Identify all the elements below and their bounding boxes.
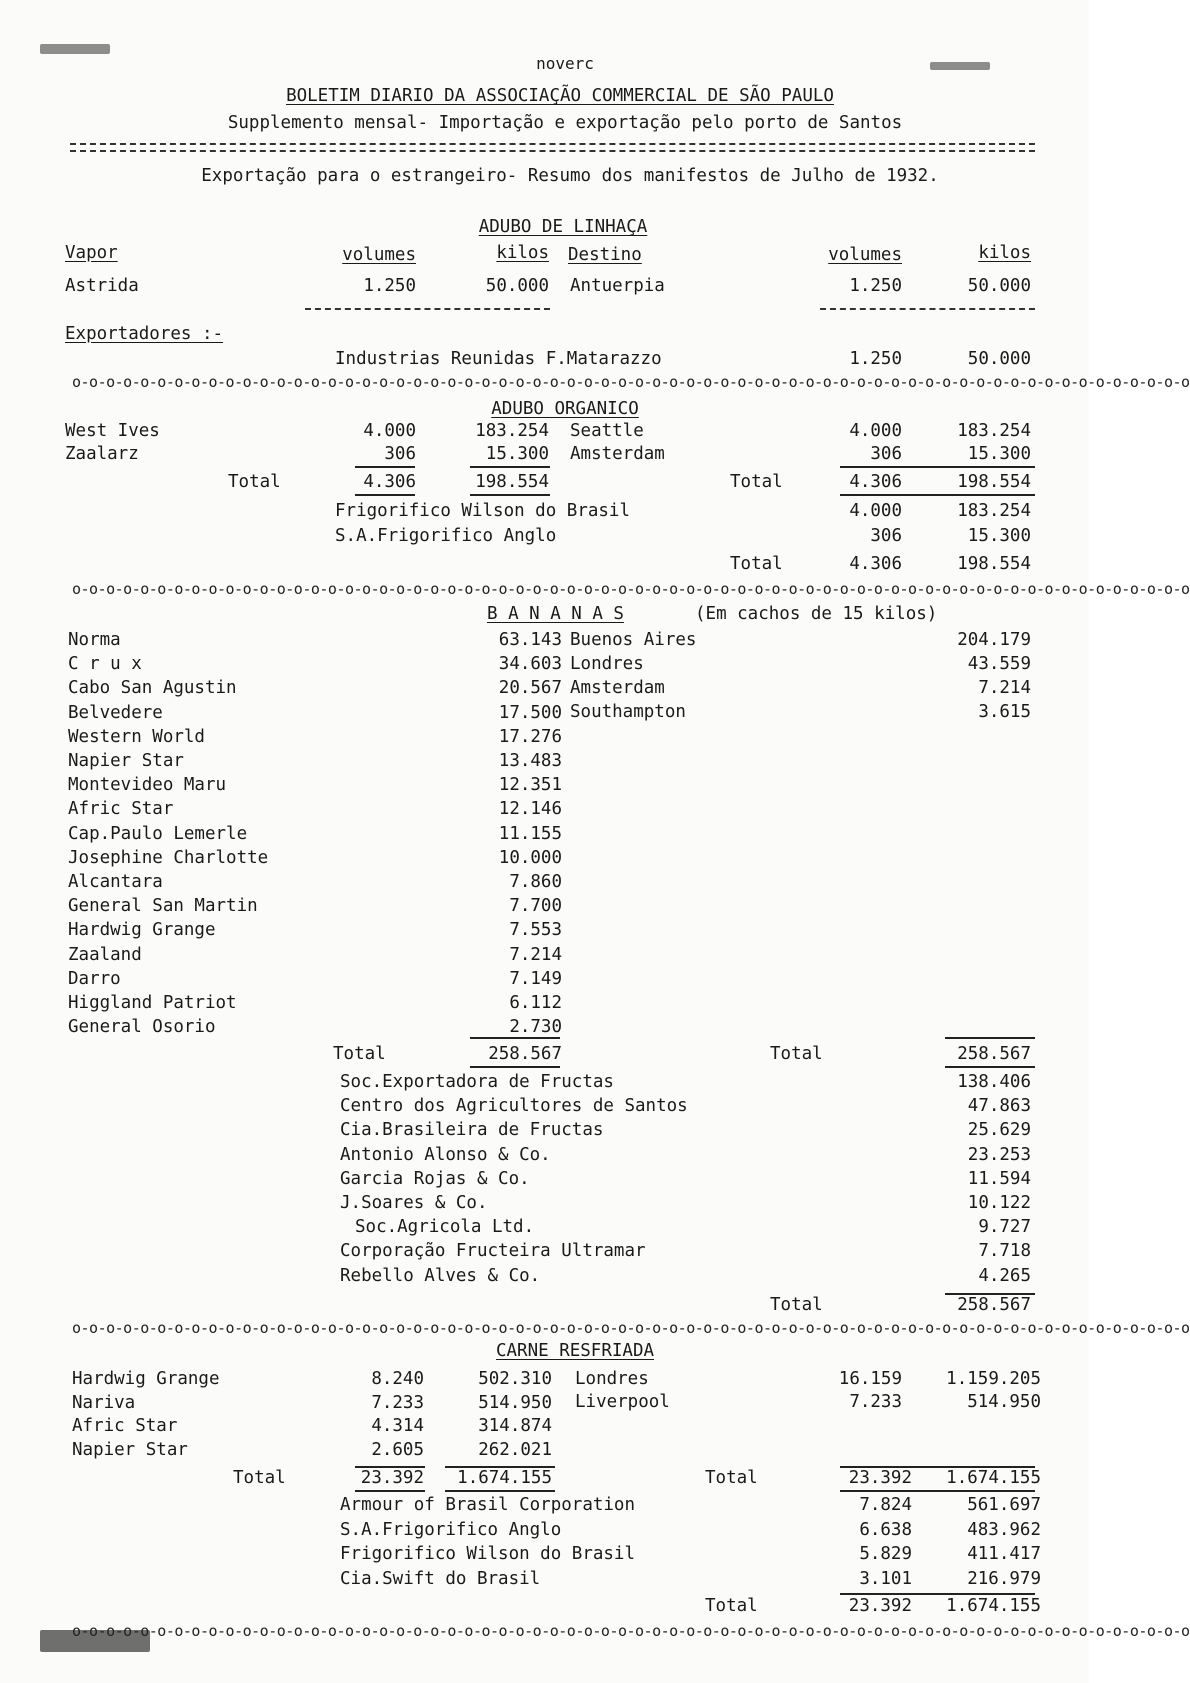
organico-dest-total-kilos: 198.554 <box>957 472 1031 492</box>
section-separator: o-o-o-o-o-o-o-o-o-o-o-o-o-o-o-o-o-o-o-o-o-o-o-o-o-o-o-o-o-o-o-o-o-o-o-o-o-o-o-o-o-o-o-o-o-o-o-o-o-o-o-o-o-o-o-o-o-o-o-o-o-o-o-o-o-o <box>72 373 1190 391</box>
carne-vapor: Afric Star <box>72 1416 178 1436</box>
document-subtitle: Supplemento mensal- Importação e exportação pelo porto de Santos <box>227 113 903 133</box>
organico-total-volumes: 4.306 <box>363 472 416 492</box>
report-heading: Exportação para o estrangeiro- Resumo dos manifestos de Julho de 1932. <box>201 166 939 186</box>
section-title-bananas: B A N A N A S <box>487 604 624 624</box>
bananas-vapor: Cabo San Agustin <box>68 678 237 698</box>
bananas-dest-total-label: Total <box>770 1044 823 1064</box>
carne-exporter-name: Frigorifico Wilson do Brasil <box>340 1544 636 1564</box>
bananas-volume: 7.149 <box>509 969 562 989</box>
linhaca-exportador: Industrias Reunidas F.Matarazzo <box>335 349 662 369</box>
carne-destino-volumes: 7.233 <box>849 1392 902 1412</box>
sum-rule <box>445 1490 555 1492</box>
organico-dest-total-volumes: 4.306 <box>849 472 902 492</box>
col-header-kilos: kilos <box>496 243 549 263</box>
bananas-volume: 17.500 <box>498 703 562 723</box>
bananas-exporter-name: J.Soares & Co. <box>340 1193 488 1213</box>
bananas-volume: 20.567 <box>498 678 562 698</box>
carne-destino-kilos: 514.950 <box>967 1392 1041 1412</box>
carne-exporter-kilos: 411.417 <box>967 1544 1041 1564</box>
bananas-destino: Amsterdam <box>570 678 665 698</box>
carne-total-kilos: 1.674.155 <box>457 1468 552 1488</box>
bananas-volume: 6.112 <box>509 993 562 1013</box>
organico-kilos: 183.254 <box>475 421 549 441</box>
section-title-linhaca: ADUBO DE LINHAÇA <box>478 217 648 237</box>
bananas-exporter-volume: 138.406 <box>957 1072 1031 1092</box>
bananas-exporter-name: Soc.Exportadora de Fructas <box>340 1072 614 1092</box>
bananas-exporter-volume: 10.122 <box>967 1193 1031 1213</box>
bananas-vapor: Napier Star <box>68 751 184 771</box>
linhaca-rule <box>820 308 1035 310</box>
linhaca-volumes: 1.250 <box>363 276 416 296</box>
organico-vapor: Zaalarz <box>65 444 139 464</box>
organico-total-kilos: 198.554 <box>475 472 549 492</box>
bananas-exporter-name: Garcia Rojas & Co. <box>340 1169 530 1189</box>
bananas-destino: Southampton <box>570 702 686 722</box>
carne-dest-total-kilos: 1.674.155 <box>946 1468 1041 1488</box>
bananas-destino-volume: 3.615 <box>978 702 1031 722</box>
carne-volumes: 2.605 <box>371 1440 424 1460</box>
section-separator: o-o-o-o-o-o-o-o-o-o-o-o-o-o-o-o-o-o-o-o-o-o-o-o-o-o-o-o-o-o-o-o-o-o-o-o-o-o-o-o-o-o-o-o-o-o-o-o-o-o-o-o-o-o-o-o-o-o-o-o-o-o-o-o-o-o <box>72 580 1190 598</box>
linhaca-destino: Antuerpia <box>570 276 665 296</box>
scan-smudge <box>40 44 110 54</box>
col-header-destino: Destino <box>568 245 642 265</box>
organico-volumes: 306 <box>384 444 416 464</box>
exportadores-label: Exportadores :- <box>65 324 224 344</box>
bananas-exporter-name: Rebello Alves & Co. <box>340 1266 541 1286</box>
section-title-organico: ADUBO ORGANICO <box>491 399 639 419</box>
bananas-volume: 11.155 <box>498 824 562 844</box>
organico-exp-total-kilos: 198.554 <box>957 554 1031 574</box>
linhaca-rule <box>305 308 550 310</box>
carne-exporter-volumes: 6.638 <box>859 1520 912 1540</box>
bananas-exporter-volume: 7.718 <box>978 1241 1031 1261</box>
organico-exporter-kilos: 15.300 <box>967 526 1031 546</box>
bananas-exporter-volume: 23.253 <box>967 1145 1031 1165</box>
carne-exporter-kilos: 483.962 <box>967 1520 1041 1540</box>
bananas-exporter-name: Soc.Agricola Ltd. <box>355 1217 535 1237</box>
carne-exporter-kilos: 561.697 <box>967 1495 1041 1515</box>
section-title-carne: CARNE RESFRIADA <box>495 1341 655 1361</box>
bananas-exporter-volume: 4.265 <box>978 1266 1031 1286</box>
carne-vapor: Hardwig Grange <box>72 1369 220 1389</box>
sum-rule <box>470 466 550 468</box>
bananas-exporter-volume: 11.594 <box>967 1169 1031 1189</box>
sum-rule <box>355 1490 425 1492</box>
carne-exporter-volumes: 5.829 <box>859 1544 912 1564</box>
bananas-vapor: Darro <box>68 969 121 989</box>
organico-kilos: 15.300 <box>485 444 549 464</box>
carne-exporter-name: S.A.Frigorifico Anglo <box>340 1520 562 1540</box>
bananas-volume: 7.553 <box>509 920 562 940</box>
organico-dest-kilos: 15.300 <box>967 444 1031 464</box>
bananas-vapor: Western World <box>68 727 205 747</box>
bananas-destino-volume: 43.559 <box>967 654 1031 674</box>
organico-exp-total-volumes: 4.306 <box>849 554 902 574</box>
carne-vapor: Nariva <box>72 1393 136 1413</box>
carne-exporter-kilos: 216.979 <box>967 1569 1041 1589</box>
bananas-volume: 7.214 <box>509 945 562 965</box>
linhaca-vapor: Astrida <box>65 276 139 296</box>
linhaca-dest-kilos: 50.000 <box>967 276 1031 296</box>
bananas-exporter-volume: 25.629 <box>967 1120 1031 1140</box>
sum-rule <box>355 494 415 496</box>
bananas-exporter-volume: 47.863 <box>967 1096 1031 1116</box>
bananas-unit-note: (Em cachos de 15 kilos) <box>695 604 938 624</box>
linhaca-exp-kilos: 50.000 <box>967 349 1031 369</box>
carne-dest-total-label: Total <box>705 1468 758 1488</box>
scan-smudge <box>930 62 990 70</box>
sum-rule <box>840 466 1035 468</box>
organico-dest-kilos: 183.254 <box>957 421 1031 441</box>
bananas-exp-total-label: Total <box>770 1295 823 1315</box>
bananas-vapor: Afric Star <box>68 799 174 819</box>
carne-destino: Londres <box>575 1369 649 1389</box>
header-divider <box>70 150 1035 152</box>
bananas-vapor: Norma <box>68 630 121 650</box>
bananas-total: 258.567 <box>488 1044 562 1064</box>
organico-dest-volumes: 306 <box>870 444 902 464</box>
carne-exporter-volumes: 3.101 <box>859 1569 912 1589</box>
bananas-exp-total: 258.567 <box>957 1295 1031 1315</box>
bananas-volume: 2.730 <box>509 1017 562 1037</box>
bananas-vapor: C r u x <box>68 654 142 674</box>
carne-total-label: Total <box>233 1468 286 1488</box>
carne-volumes: 8.240 <box>371 1369 424 1389</box>
organico-exporter-volumes: 306 <box>870 526 902 546</box>
carne-kilos: 514.950 <box>478 1393 552 1413</box>
section-separator: o-o-o-o-o-o-o-o-o-o-o-o-o-o-o-o-o-o-o-o-o-o-o-o-o-o-o-o-o-o-o-o-o-o-o-o-o-o-o-o-o-o-o-o-o-o-o-o-o-o-o-o-o-o-o-o-o-o-o-o-o-o-o-o-o-o <box>72 1319 1190 1337</box>
bananas-destino: Buenos Aires <box>570 630 697 650</box>
bananas-exporter-name: Antonio Alonso & Co. <box>340 1145 551 1165</box>
header-top-word: noverc <box>536 54 594 73</box>
bananas-exporter-name: Corporação Fructeira Ultramar <box>340 1241 646 1261</box>
bananas-destino-volume: 7.214 <box>978 678 1031 698</box>
carne-total-volumes: 23.392 <box>360 1468 424 1488</box>
bananas-vapor: General Osorio <box>68 1017 216 1037</box>
carne-exp-total-volumes: 23.392 <box>848 1596 912 1616</box>
organico-total-label: Total <box>228 472 281 492</box>
organico-exporter-kilos: 183.254 <box>957 501 1031 521</box>
carne-exporter-name: Cia.Swift do Brasil <box>340 1569 541 1589</box>
col-header-vapor: Vapor <box>65 243 118 263</box>
carne-volumes: 7.233 <box>371 1393 424 1413</box>
carne-volumes: 4.314 <box>371 1416 424 1436</box>
sum-rule <box>840 1593 1035 1595</box>
carne-vapor: Napier Star <box>72 1440 188 1460</box>
carne-destino: Liverpool <box>575 1392 670 1412</box>
bananas-exporter-name: Centro dos Agricultores de Santos <box>340 1096 688 1116</box>
bananas-destino: Londres <box>570 654 644 674</box>
bananas-volume: 63.143 <box>498 630 562 650</box>
bananas-volume: 12.351 <box>498 775 562 795</box>
organico-dest-volumes: 4.000 <box>849 421 902 441</box>
linhaca-kilos: 50.000 <box>485 276 549 296</box>
bananas-volume: 12.146 <box>498 799 562 819</box>
carne-destino-volumes: 16.159 <box>838 1369 902 1389</box>
bananas-volume: 13.483 <box>498 751 562 771</box>
bananas-destino-volume: 204.179 <box>957 630 1031 650</box>
organico-destino: Seattle <box>570 421 644 441</box>
bananas-vapor: Josephine Charlotte <box>68 848 269 868</box>
bananas-vapor: Alcantara <box>68 872 163 892</box>
organico-destino: Amsterdam <box>570 444 665 464</box>
document-title: BOLETIM DIARIO DA ASSOCIAÇÃO COMMERCIAL DE SÃO PAULO <box>286 86 834 106</box>
sum-rule <box>470 494 550 496</box>
bananas-volume: 7.700 <box>509 896 562 916</box>
organico-exp-total-label: Total <box>730 554 783 574</box>
header-divider <box>70 143 1035 145</box>
sum-rule <box>840 1490 1035 1492</box>
carne-exporter-volumes: 7.824 <box>859 1495 912 1515</box>
bananas-dest-total: 258.567 <box>957 1044 1031 1064</box>
col-header-kilos-dest: kilos <box>978 243 1031 263</box>
organico-exporter: S.A.Frigorifico Anglo <box>335 526 557 546</box>
bananas-vapor: Hardwig Grange <box>68 920 216 940</box>
bananas-volume: 34.603 <box>498 654 562 674</box>
carne-exp-total-label: Total <box>705 1596 758 1616</box>
carne-exp-total-kilos: 1.674.155 <box>946 1596 1041 1616</box>
carne-kilos: 502.310 <box>478 1369 552 1389</box>
bananas-vapor: Higgland Patriot <box>68 993 237 1013</box>
sum-rule <box>355 466 415 468</box>
bananas-vapor: Zaaland <box>68 945 142 965</box>
bananas-vapor: Montevideo Maru <box>68 775 227 795</box>
col-header-volumes: volumes <box>342 245 416 265</box>
organico-exporter-volumes: 4.000 <box>849 501 902 521</box>
sum-rule <box>470 1037 560 1039</box>
linhaca-dest-volumes: 1.250 <box>849 276 902 296</box>
bananas-exporter-volume: 9.727 <box>978 1217 1031 1237</box>
organico-volumes: 4.000 <box>363 421 416 441</box>
col-header-volumes-dest: volumes <box>828 245 902 265</box>
sum-rule <box>945 1066 1035 1068</box>
bananas-exporter-name: Cia.Brasileira de Fructas <box>340 1120 604 1140</box>
sum-rule <box>470 1066 560 1068</box>
carne-exporter-name: Armour of Brasil Corporation <box>340 1495 636 1515</box>
carne-dest-total-volumes: 23.392 <box>848 1468 912 1488</box>
bananas-volume: 10.000 <box>498 848 562 868</box>
bananas-volume: 17.276 <box>498 727 562 747</box>
bananas-vapor: Belvedere <box>68 703 163 723</box>
linhaca-exp-volumes: 1.250 <box>849 349 902 369</box>
bananas-total-label: Total <box>333 1044 386 1064</box>
organico-dest-total-label: Total <box>730 472 783 492</box>
bananas-volume: 7.860 <box>509 872 562 892</box>
section-separator: o-o-o-o-o-o-o-o-o-o-o-o-o-o-o-o-o-o-o-o-o-o-o-o-o-o-o-o-o-o-o-o-o-o-o-o-o-o-o-o-o-o-o-o-o-o-o-o-o-o-o-o-o-o-o-o-o-o-o-o-o-o-o-o-o-o <box>72 1622 1190 1640</box>
bananas-vapor: Cap.Paulo Lemerle <box>68 824 248 844</box>
sum-rule <box>840 494 1035 496</box>
carne-destino-kilos: 1.159.205 <box>946 1369 1041 1389</box>
sum-rule <box>945 1037 1035 1039</box>
bananas-vapor: General San Martin <box>68 896 258 916</box>
carne-kilos: 314.874 <box>478 1416 552 1436</box>
carne-kilos: 262.021 <box>478 1440 552 1460</box>
organico-exporter: Frigorifico Wilson do Brasil <box>335 501 631 521</box>
organico-vapor: West Ives <box>65 421 160 441</box>
